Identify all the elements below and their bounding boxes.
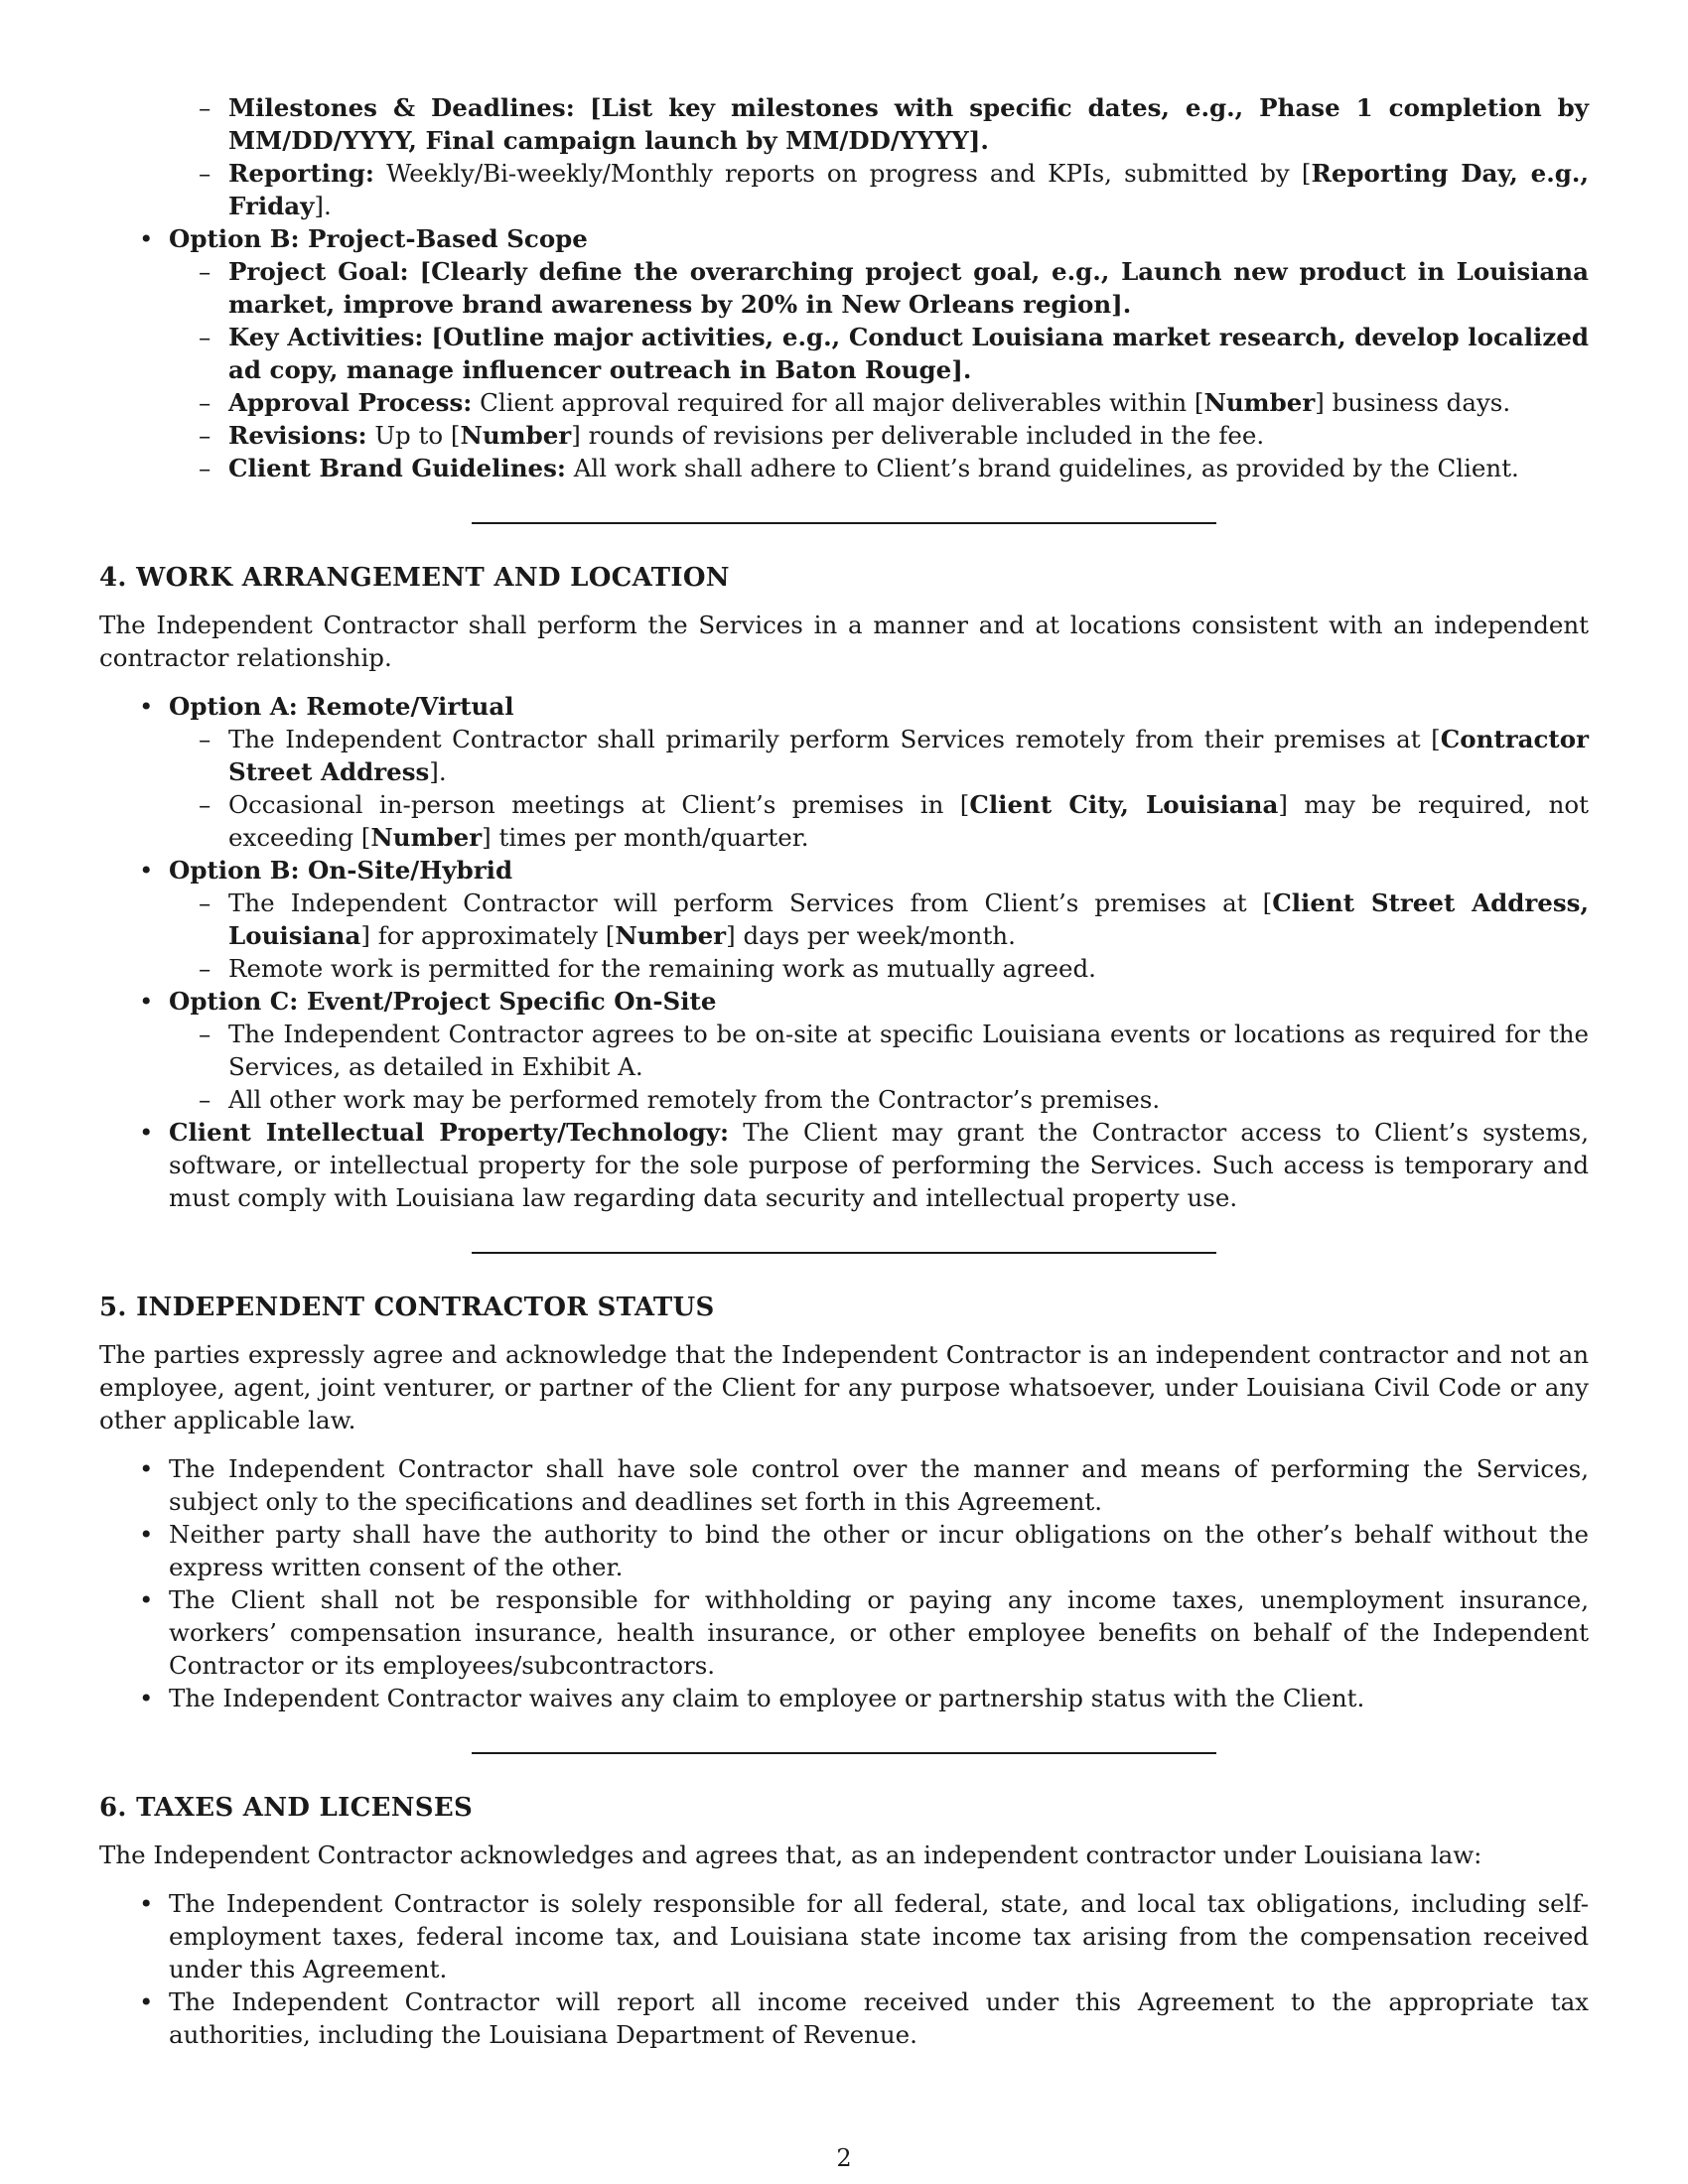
list-item: • The Independent Contractor shall have sole control over the manner and means of performing the Services, subject only to the specifications and deadlines set forth in this Agreement. bbox=[99, 1452, 1589, 1518]
list-item: – Remote work is permitted for the remaining work as mutually agreed. bbox=[99, 952, 1589, 985]
scope-options-list bbox=[99, 222, 1589, 484]
section-heading: 6. TAXES AND LICENSES bbox=[99, 1793, 474, 1823]
section-divider bbox=[472, 1252, 1216, 1254]
list-item: – Project Goal: [Clearly define the overarching project goal, e.g., Launch new product in Louisiana market, improve brand awareness by 20% in New Orleans region]. bbox=[99, 255, 1589, 321]
list-item bbox=[99, 222, 1589, 484]
list-item: • The Independent Contractor is solely responsible for all federal, state, and local tax obligations, including self-employment taxes, federal income tax, and Louisiana state income tax arising from the compensation received under this Agreement. bbox=[99, 1887, 1589, 1985]
list-item: – Client Brand Guidelines: All work shall adhere to Client’s brand guidelines, as provided by the Client. bbox=[99, 452, 1589, 484]
section-intro: The Independent Contractor acknowledges and agrees that, as an independent contractor under Louisiana law: bbox=[99, 1841, 1482, 1869]
list-item: – Reporting: Weekly/Bi-weekly/Monthly reports on progress and KPIs, submitted by [Reporting Day, e.g., Friday]. bbox=[99, 157, 1589, 222]
list-item: – Occasional in-person meetings at Client’s premises in [Client City, Louisiana] may be required, not exceeding [Number] times per month/quarter. bbox=[99, 788, 1589, 854]
contractor-status-list bbox=[99, 1452, 1589, 1714]
list-item: – Milestones & Deadlines: [List key milestones with specific dates, e.g., Phase 1 completion by MM/DD/YYYY, Final campaign launch by MM/DD/YYYY]. bbox=[99, 91, 1589, 157]
list-item: • The Independent Contractor waives any claim to employee or partnership status with the Client. bbox=[99, 1682, 1589, 1714]
list-item: – The Independent Contractor agrees to be on-site at specific Louisiana events or locations as required for the Services, as detailed in Exhibit A. bbox=[99, 1018, 1589, 1083]
section-intro: The Independent Contractor shall perform the Services in a manner and at locations consistent with an independent contractor relationship. bbox=[99, 611, 1589, 672]
list-item: • The Client shall not be responsible for withholding or paying any income taxes, unemployment insurance, workers’ compensation insurance, health insurance, or other employee benefits on behalf of the Independent Contractor or its employees/subcontractors. bbox=[99, 1583, 1589, 1682]
list-item: – All other work may be performed remotely from the Contractor’s premises. bbox=[99, 1083, 1589, 1116]
option-title: Option B: Project-Based Scope bbox=[169, 224, 588, 253]
option-title: Option A: Remote/Virtual bbox=[169, 692, 514, 721]
list-item: • Client Intellectual Property/Technology: The Client may grant the Contractor access to Client’s systems, software, or intellectual property for the sole purpose of performing the Services. Such access is temporary and must comply with Louisiana law regarding data security and intellectual property use. bbox=[99, 1116, 1589, 1214]
option-title: Option C: Event/Project Specific On-Site bbox=[169, 987, 717, 1016]
list-item: • Neither party shall have the authority to bind the other or incur obligations on the other’s behalf without the express written consent of the other. bbox=[99, 1518, 1589, 1583]
list-item: – Approval Process: Client approval required for all major deliverables within [Number] business days. bbox=[99, 386, 1589, 419]
list-item: – Key Activities: [Outline major activities, e.g., Conduct Louisiana market research, develop localized ad copy, manage influencer outreach in Baton Rouge]. bbox=[99, 321, 1589, 386]
option-title: Option B: On-Site/Hybrid bbox=[169, 856, 513, 885]
list-item bbox=[99, 854, 1589, 985]
document-page bbox=[99, 91, 1589, 2051]
section-divider bbox=[472, 1752, 1216, 1754]
milestones-list bbox=[99, 91, 1589, 222]
taxes-list bbox=[99, 1887, 1589, 2051]
section-heading: 4. WORK ARRANGEMENT AND LOCATION bbox=[99, 563, 730, 593]
list-item: – Revisions: Up to [Number] rounds of revisions per deliverable included in the fee. bbox=[99, 419, 1589, 452]
list-item bbox=[99, 985, 1589, 1116]
list-item: – The Independent Contractor will perform Services from Client’s premises at [Client Street Address, Louisiana] for approximately [Number] days per week/month. bbox=[99, 887, 1589, 952]
section-intro: The parties expressly agree and acknowledge that the Independent Contractor is an independent contractor and not an employee, agent, joint venturer, or partner of the Client for any purpose whatsoever, under Louisiana Civil Code or any other applicable law. bbox=[99, 1340, 1589, 1434]
page-number: 2 bbox=[836, 2144, 852, 2172]
work-arrangement-list bbox=[99, 690, 1589, 1214]
section-divider bbox=[472, 522, 1216, 524]
list-item bbox=[99, 690, 1589, 854]
section-heading: 5. INDEPENDENT CONTRACTOR STATUS bbox=[99, 1293, 715, 1322]
list-item: – The Independent Contractor shall primarily perform Services remotely from their premises at [Contractor Street Address]. bbox=[99, 723, 1589, 788]
list-item: • The Independent Contractor will report all income received under this Agreement to the appropriate tax authorities, including the Louisiana Department of Revenue. bbox=[99, 1985, 1589, 2051]
